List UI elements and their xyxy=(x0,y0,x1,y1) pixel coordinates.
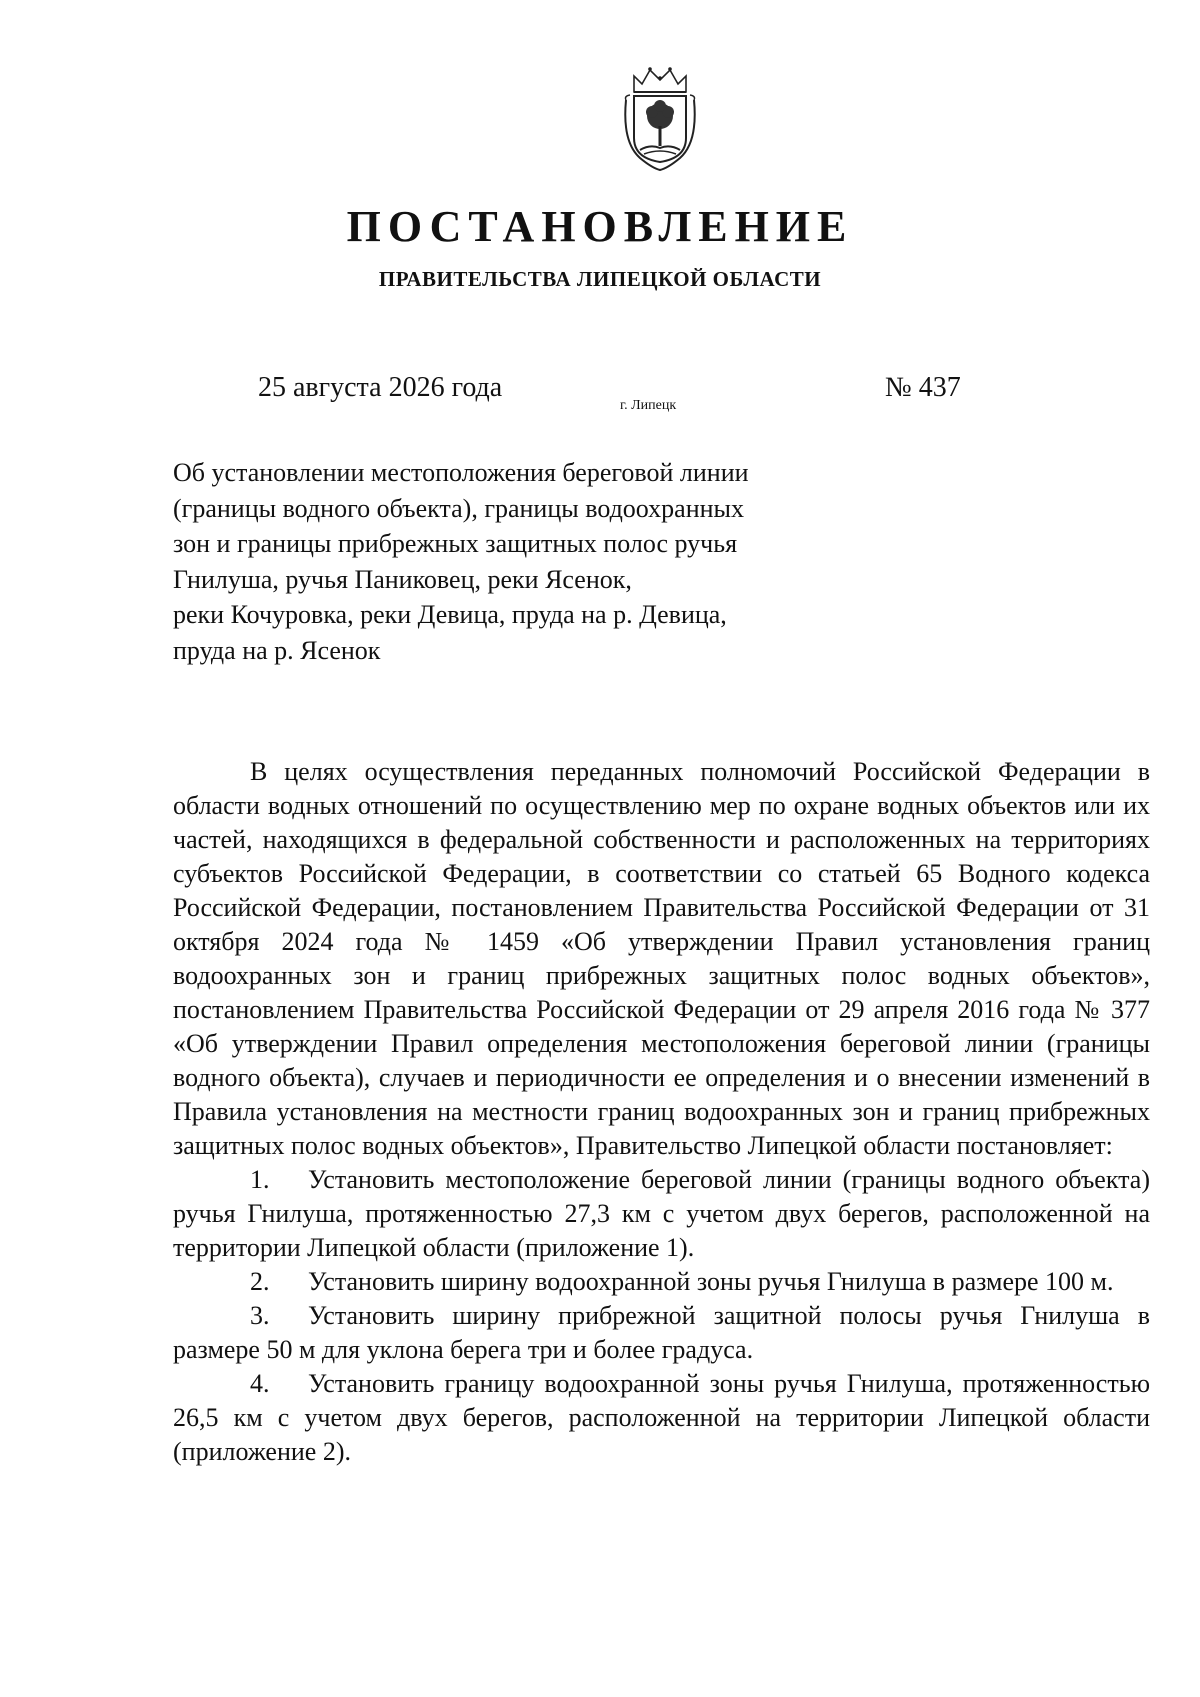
document-body xyxy=(173,755,1150,1469)
title-line: зон и границы прибрежных защитных полос ручья xyxy=(173,529,738,558)
resolution-item xyxy=(173,1299,1150,1367)
title-line: (границы водного объекта), границы водоохранных xyxy=(173,493,744,523)
title-line: реки Кочуровка, реки Девица, пруда на р. Девица, xyxy=(173,600,727,629)
document-city: г. Липецк xyxy=(620,398,677,413)
item-text: Установить местоположение береговой линии (границы водного объекта) ручья Гнилуша, протяженностью 27,3 км с учетом двух берегов, расположенной на территории Липецкой области (приложение 1). xyxy=(173,1165,1150,1262)
document-number: № 437 xyxy=(885,372,961,403)
item-number: 1. xyxy=(250,1165,270,1194)
item-number: 3. xyxy=(250,1301,270,1330)
document-type-heading: ПОСТАНОВЛЕНИЕ xyxy=(346,202,854,251)
item-number: 4. xyxy=(250,1369,270,1398)
item-number: 2. xyxy=(250,1267,270,1296)
title-line: пруда на р. Ясенок xyxy=(173,635,381,665)
item-text: Установить ширину водоохранной зоны ручья Гнилуша в размере 100 м. xyxy=(308,1267,1114,1296)
document-date: 25 августа 2026 года xyxy=(258,372,503,403)
resolution-item xyxy=(173,1367,1150,1469)
title-line: Об установлении местоположения береговой линии xyxy=(173,458,749,487)
issuer-heading: ПРАВИТЕЛЬСТВА ЛИПЕЦКОЙ ОБЛАСТИ xyxy=(378,267,822,291)
resolution-item xyxy=(173,1163,1150,1265)
resolution-item xyxy=(173,1265,1150,1299)
item-text: Установить ширину прибрежной защитной полосы ручья Гнилуша в размере 50 м для уклона берега три и более градуса. xyxy=(173,1301,1150,1364)
item-text: Установить границу водоохранной зоны ручья Гнилуша, протяженностью 26,5 км с учетом двух берегов, расположенной на территории Липецкой области (приложение 2). xyxy=(173,1369,1150,1466)
title-line: Гнилуша, ручья Паниковец, реки Ясенок, xyxy=(173,564,632,594)
preamble-paragraph: В целях осуществления переданных полномочий Российской Федерации в области водных отношений по осуществлению мер по охране водных объектов или их частей, находящихся в федеральной собственности и расположенных на территориях субъектов Российской Федерации, в соответствии со статьей 65 Водного кодекса Российской Федерации, постановлением Правительства Российской Федерации от 31 октября 2024 года № 1459 «Об утверждении Правил установления границ водоохранных зон и границ прибрежных защитных полос водных объектов», постановлением Правительства Российской Федерации от 29 апреля 2016 года № 377 «Об утверждении Правил определения местоположения береговой линии (границы водного объекта), случаев и периодичности ее определения и о внесении изменений в Правила установления на местности границ водоохранных зон и границ прибрежных защитных полос водных объектов», Правительство Липецкой области постановляет: xyxy=(173,757,1150,1160)
document-title xyxy=(173,455,873,668)
coat-of-arms-icon xyxy=(620,62,700,174)
